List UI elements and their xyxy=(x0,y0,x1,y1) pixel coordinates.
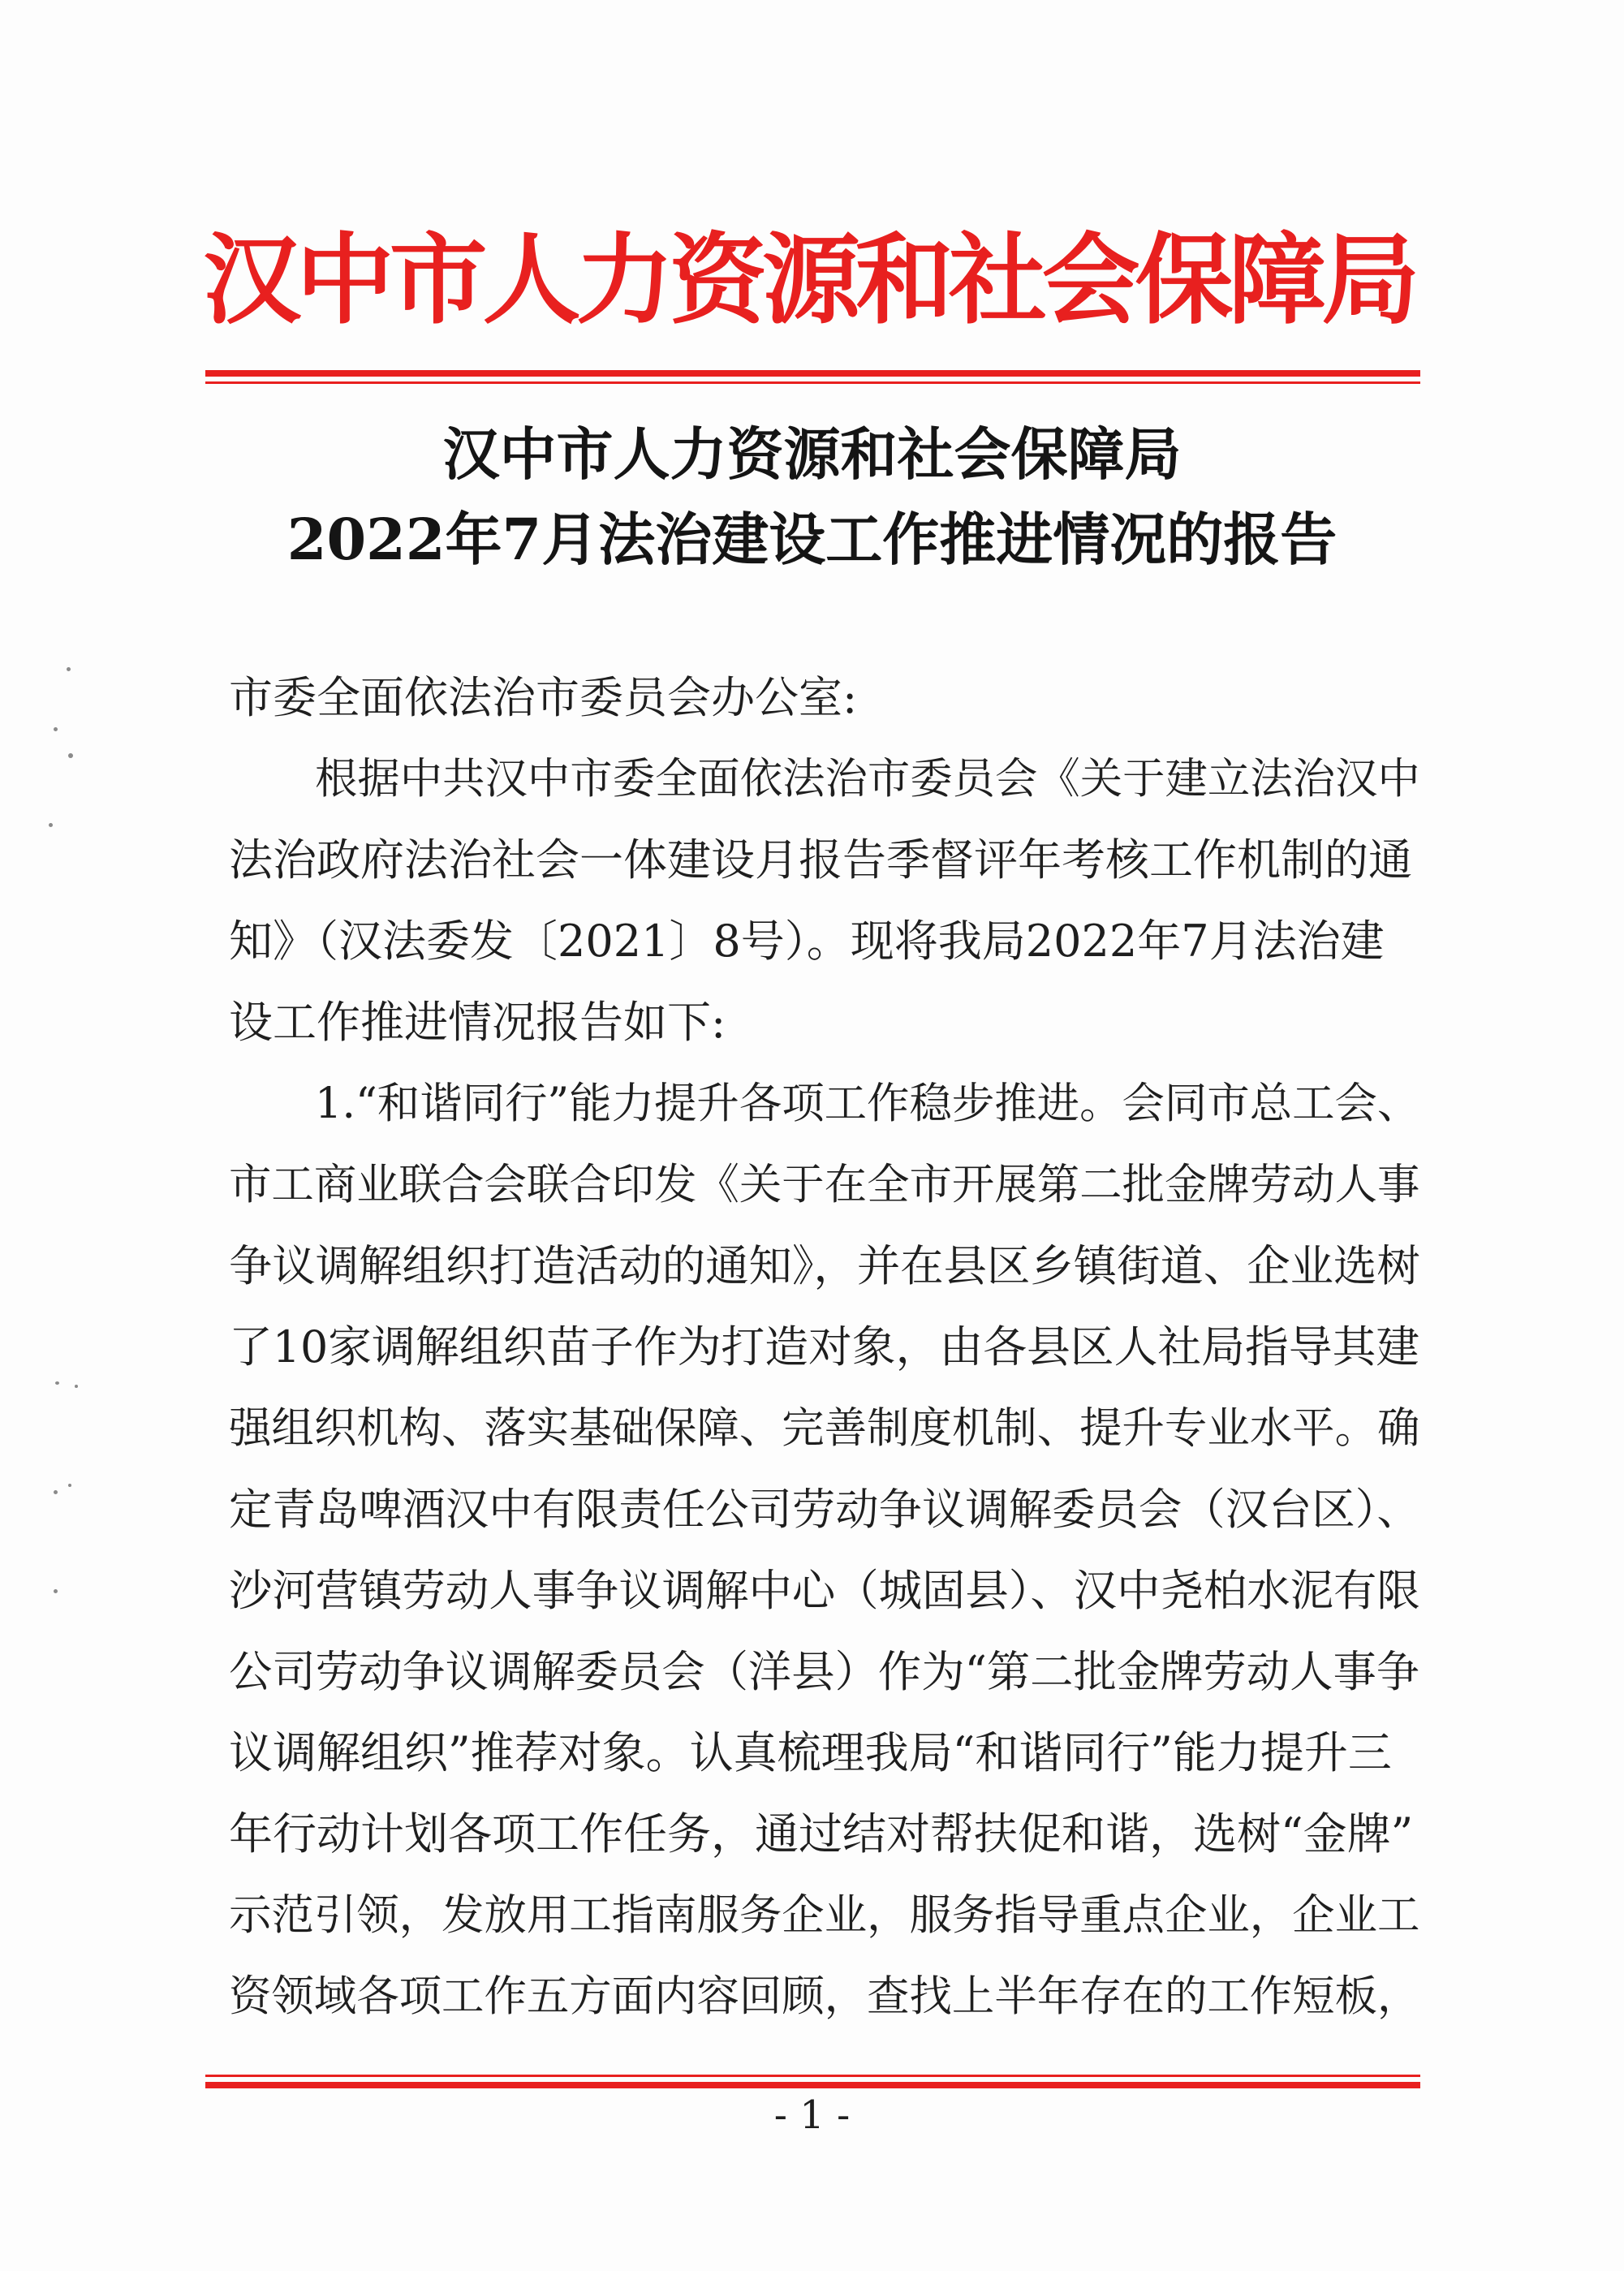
addressee: 市委全面依法治市委员会办公室: xyxy=(229,672,858,723)
body-line: 1.“和谐同行”能力提升各项工作稳步推进。会同市总工会、 xyxy=(315,1079,1420,1128)
letterhead-rule-thin xyxy=(205,381,1420,384)
body-line: 市工商业联合会联合印发《关于在全市开展第二批金牌劳动人事 xyxy=(229,1160,1420,1209)
page-number: - 1 - xyxy=(773,2092,851,2138)
body-line: 了10家调解组织苗子作为打造对象，由各县区人社局指导其建 xyxy=(229,1321,1420,1373)
scan-speck xyxy=(68,1484,71,1487)
body-line: 根据中共汉中市委全面依法治市委员会《关于建立法治汉中 xyxy=(315,754,1420,804)
body-line: 示范引领，发放用工指南服务企业，服务指导重点企业，企业工 xyxy=(229,1890,1420,1940)
body-line: 定青岛啤酒汉中有限责任公司劳动争议调解委员会（汉台区）、 xyxy=(229,1484,1420,1535)
body-line: 沙河营镇劳动人事争议调解中心（城固县）、汉中尧柏水泥有限 xyxy=(229,1565,1420,1616)
body-line: 设工作推进情况报告如下: xyxy=(229,997,726,1048)
body-line: 年行动计划各项工作任务，通过结对帮扶促和谐，选树“金牌” xyxy=(229,1808,1414,1859)
letterhead-organization: 汉中市人力资源和社会保障局 xyxy=(203,222,1415,338)
scan-speck xyxy=(54,1490,58,1494)
scan-speck xyxy=(54,727,58,731)
body-line: 资领域各项工作五方面内容回顾，查找上半年存在的工作短板， xyxy=(229,1972,1420,2021)
scan-speck xyxy=(67,667,71,671)
body-line: 公司劳动争议调解委员会（洋县）作为“第二批金牌劳动人事争 xyxy=(229,1646,1420,1697)
scan-speck xyxy=(49,823,53,827)
scan-speck xyxy=(54,1589,58,1593)
document-title-line-2: 2022年7月法治建设工作推进情况的报告 xyxy=(286,506,1338,573)
footer-rule-thin xyxy=(205,2075,1420,2077)
letterhead-rule-thick xyxy=(205,370,1420,377)
scan-speck xyxy=(55,1381,59,1385)
body-line: 法治政府法治社会一体建设月报告季督评年考核工作机制的通 xyxy=(229,834,1412,886)
body-line: 议调解组织”推荐对象。认真梳理我局“和谐同行”能力提升三 xyxy=(229,1727,1392,1778)
body-line: 强组织机构、落实基础保障、完善制度机制、提升专业水平。确 xyxy=(229,1403,1420,1453)
footer-rule-thick xyxy=(205,2082,1420,2088)
document-title-line-1: 汉中市人力资源和社会保障局 xyxy=(442,420,1182,488)
scan-speck xyxy=(75,1385,78,1388)
body-line: 知》（汉法委发〔2021〕8号）。现将我局2022年7月法治建 xyxy=(229,916,1385,967)
scan-speck xyxy=(68,753,73,758)
body-line: 争议调解组织打造活动的通知》，并在县区乡镇街道、企业选树 xyxy=(229,1240,1420,1291)
